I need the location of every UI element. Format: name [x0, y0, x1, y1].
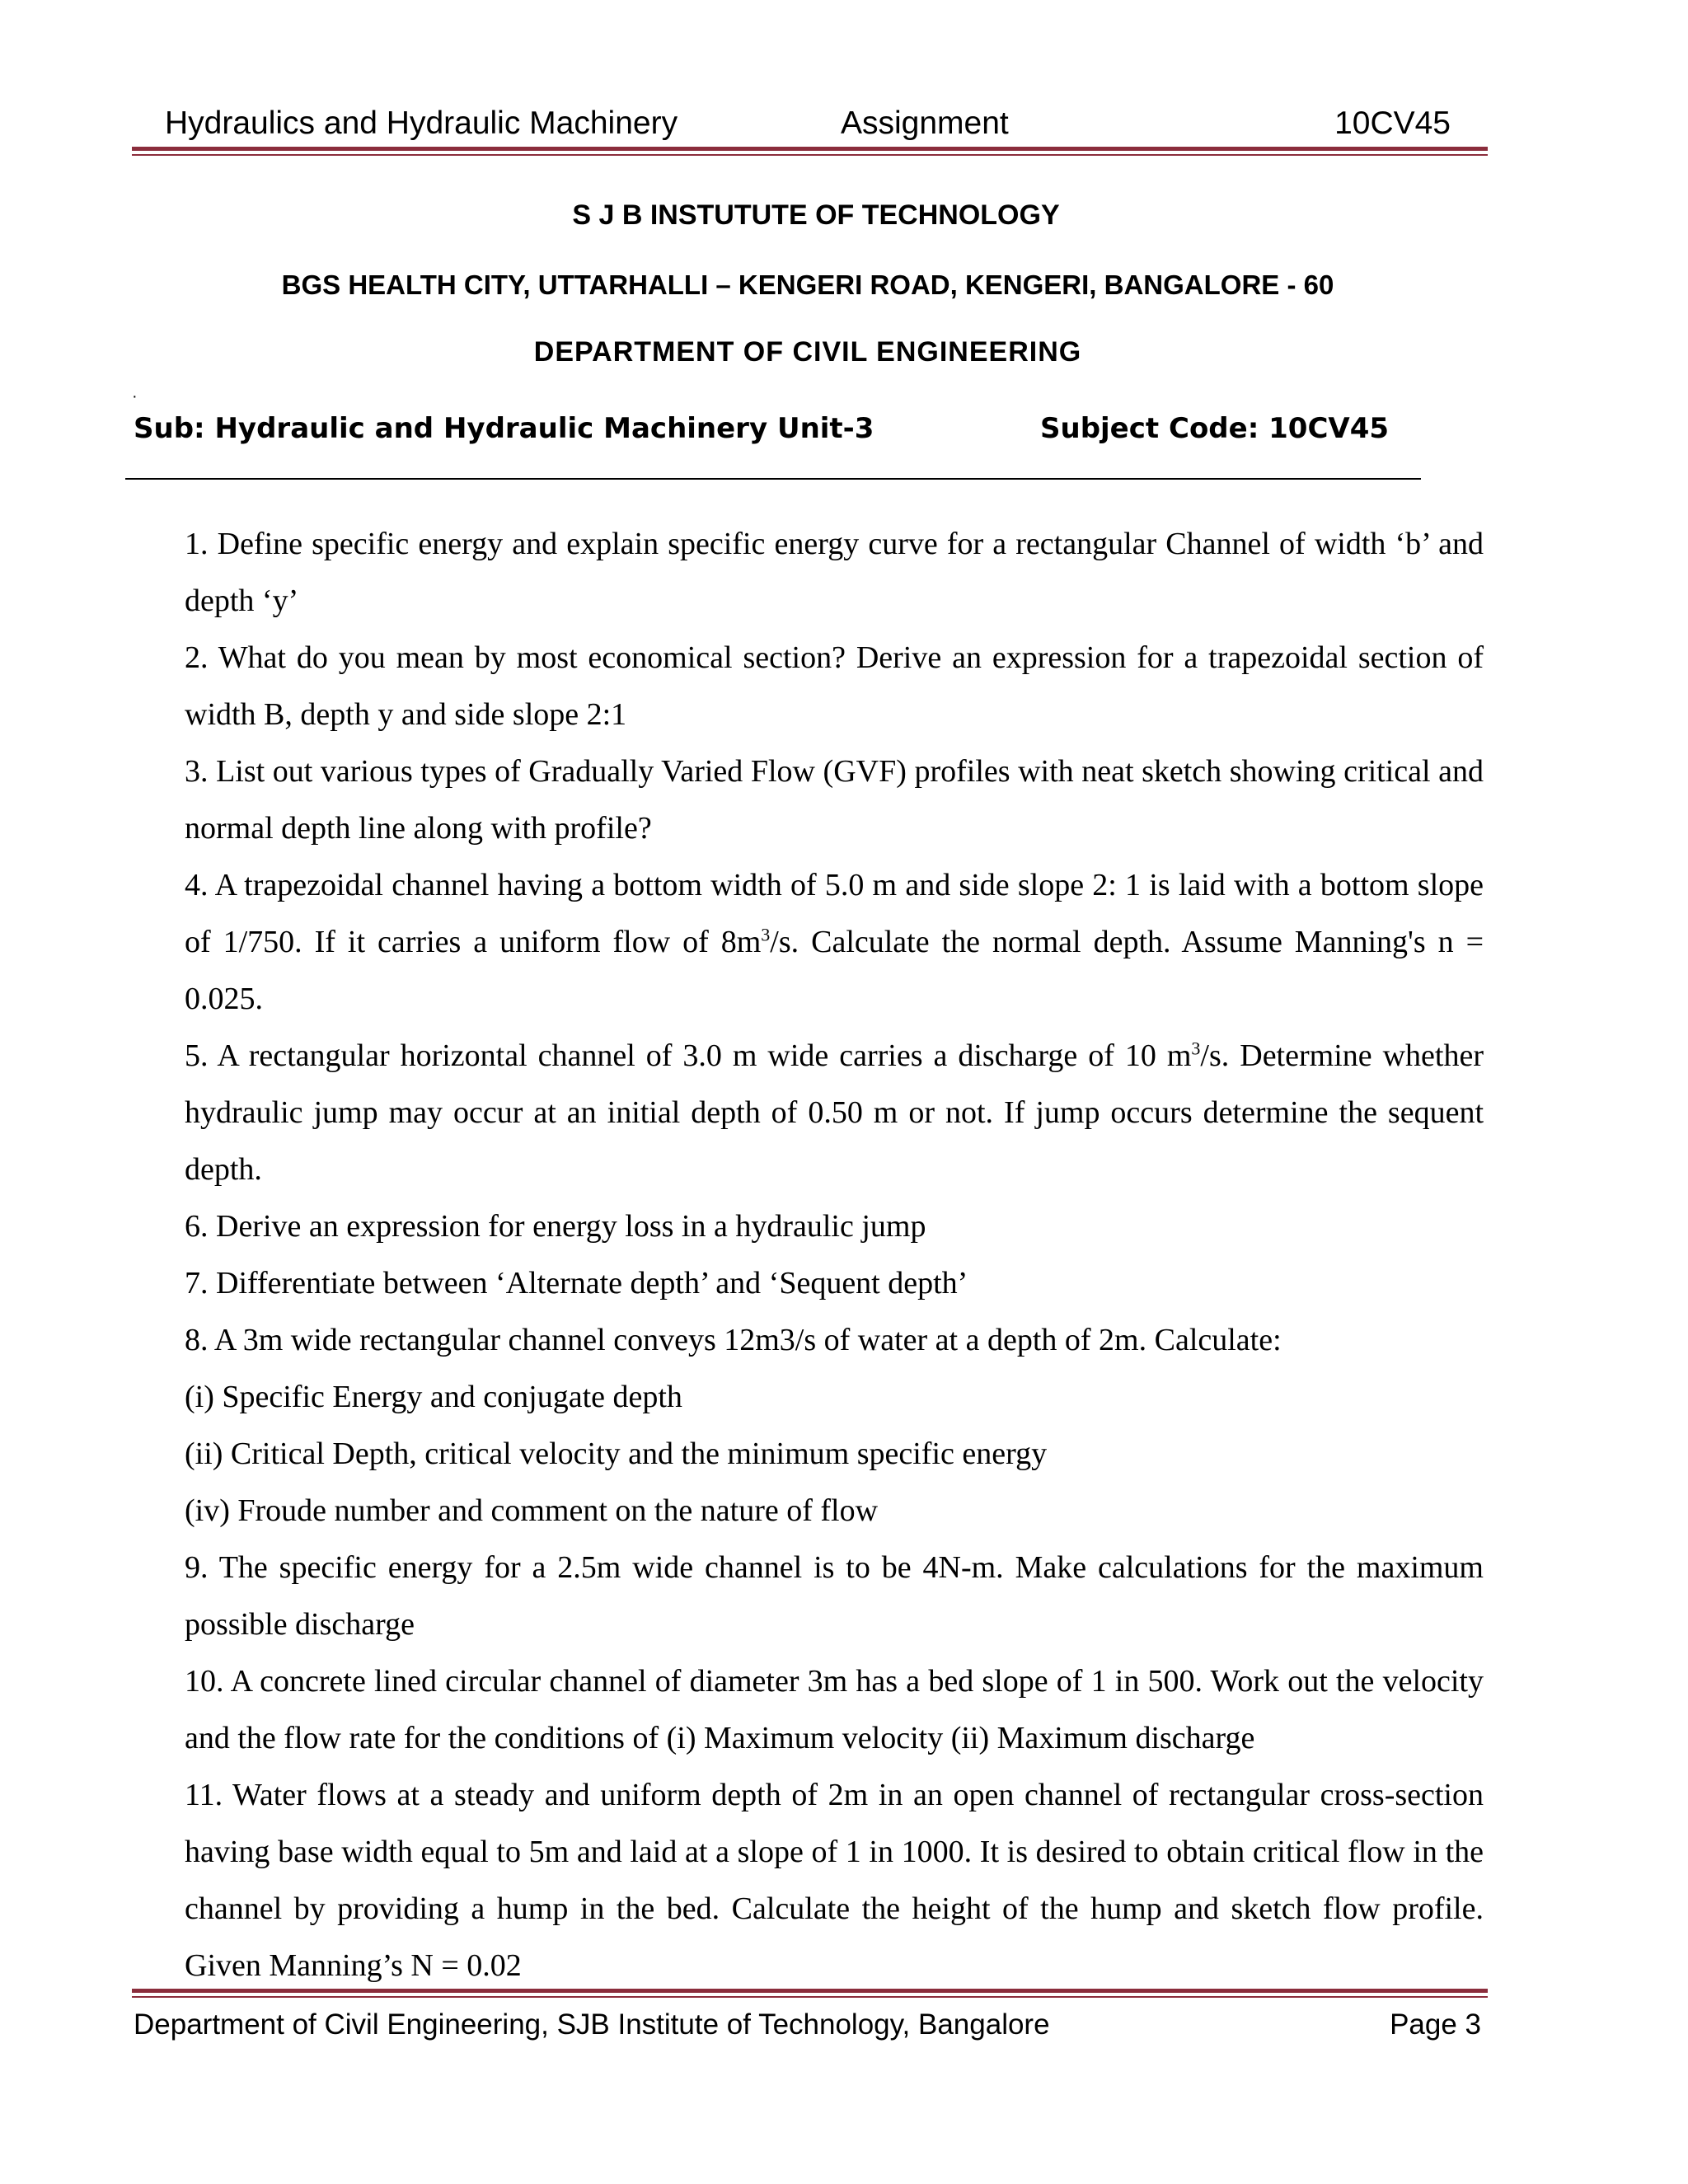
- stray-dot-mark: ·: [132, 387, 138, 405]
- subject-code: Subject Code: 10CV45: [1040, 412, 1390, 445]
- question-item: 9. The specific energy for a 2.5m wide channel is to be 4N-m. Make calculations for the maximum possible discharge: [185, 1550, 1484, 1642]
- question-list: [185, 516, 1484, 1994]
- institute-name: S J B INSTUTUTE OF TECHNOLOGY: [572, 199, 1060, 231]
- question-item: 7. Differentiate between ‘Alternate depth’ and ‘Sequent depth’: [185, 1266, 968, 1301]
- question-text: 5. A rectangular horizontal channel of 3.0 m wide carries a discharge of 10 m: [185, 1038, 1192, 1073]
- subject-title: Sub: Hydraulic and Hydraulic Machinery Unit-3: [134, 412, 874, 445]
- department-name: DEPARTMENT OF CIVIL ENGINEERING: [533, 336, 1082, 368]
- question-item: 8. A 3m wide rectangular channel conveys 12m3/s of water at a depth of 2m. Calculate:: [185, 1323, 1282, 1357]
- header-course-code: 10CV45: [1334, 105, 1451, 141]
- page-number: Page 3: [1390, 2008, 1481, 2041]
- question-item: [185, 857, 1484, 1028]
- question-item: 1. Define specific energy and explain specific energy curve for a rectangular Channel of width ‘b’ and depth ‘y’: [185, 527, 1484, 618]
- question-text: 4. A trapezoidal channel having a bottom width of 5.0 m and side slope 2: 1 is laid with a bottom slope of 1/750. If it carries a uniform flow of 8m: [185, 868, 1484, 959]
- question-text: /s. Calculate the normal depth. Assume Manning's n = 0.025.: [185, 925, 1484, 1016]
- sub-question-item: (i) Specific Energy and conjugate depth: [185, 1380, 682, 1414]
- header-divider: [132, 147, 1488, 156]
- institute-address: BGS HEALTH CITY, UTTARHALLI – KENGERI ROAD, KENGERI, BANGALORE - 60: [281, 269, 1334, 300]
- footer-divider: [132, 1989, 1488, 1998]
- question-item: 2. What do you mean by most economical section? Derive an expression for a trapezoidal section of width B, depth y and side slope 2:1: [185, 640, 1484, 732]
- question-item: 10. A concrete lined circular channel of diameter 3m has a bed slope of 1 in 500. Work out the velocity and the flow rate for the conditions of (i) Maximum velocity (ii) Maximum discharge: [185, 1664, 1484, 1755]
- sub-question-item: (iv) Froude number and comment on the nature of flow: [185, 1493, 879, 1528]
- question-text: /s. Determine whether hydraulic jump may occur at an initial depth of 0.50 m or not. If jump occurs determine the sequent depth.: [185, 1038, 1484, 1187]
- question-item: 3. List out various types of Gradually Varied Flow (GVF) profiles with neat sketch showing critical and normal depth line along with profile?: [185, 754, 1484, 846]
- question-item: 6. Derive an expression for energy loss in a hydraulic jump: [185, 1209, 926, 1244]
- footer-department: Department of Civil Engineering, SJB Institute of Technology, Bangalore: [134, 2008, 1050, 2041]
- question-item: 11. Water flows at a steady and uniform depth of 2m in an open channel of rectangular cross-section having base width equal to 5m and laid at a slope of 1 in 1000. It is desired to obtain critical flow in the channel by providing a hump in the bed. Calculate the height of the hump and sketch flow profile. Given Manning’s N = 0.02: [185, 1778, 1484, 1983]
- superscript: 3: [1191, 1038, 1201, 1059]
- sub-question-item: (ii) Critical Depth, critical velocity and the minimum specific energy: [185, 1436, 1048, 1471]
- subject-divider: [125, 478, 1421, 480]
- superscript: 3: [761, 924, 771, 945]
- question-item: [185, 1028, 1484, 1198]
- page-footer: [134, 1999, 1481, 2048]
- header-document-type: Assignment: [841, 105, 1009, 141]
- header-course-title: Hydraulics and Hydraulic Machinery: [165, 105, 678, 141]
